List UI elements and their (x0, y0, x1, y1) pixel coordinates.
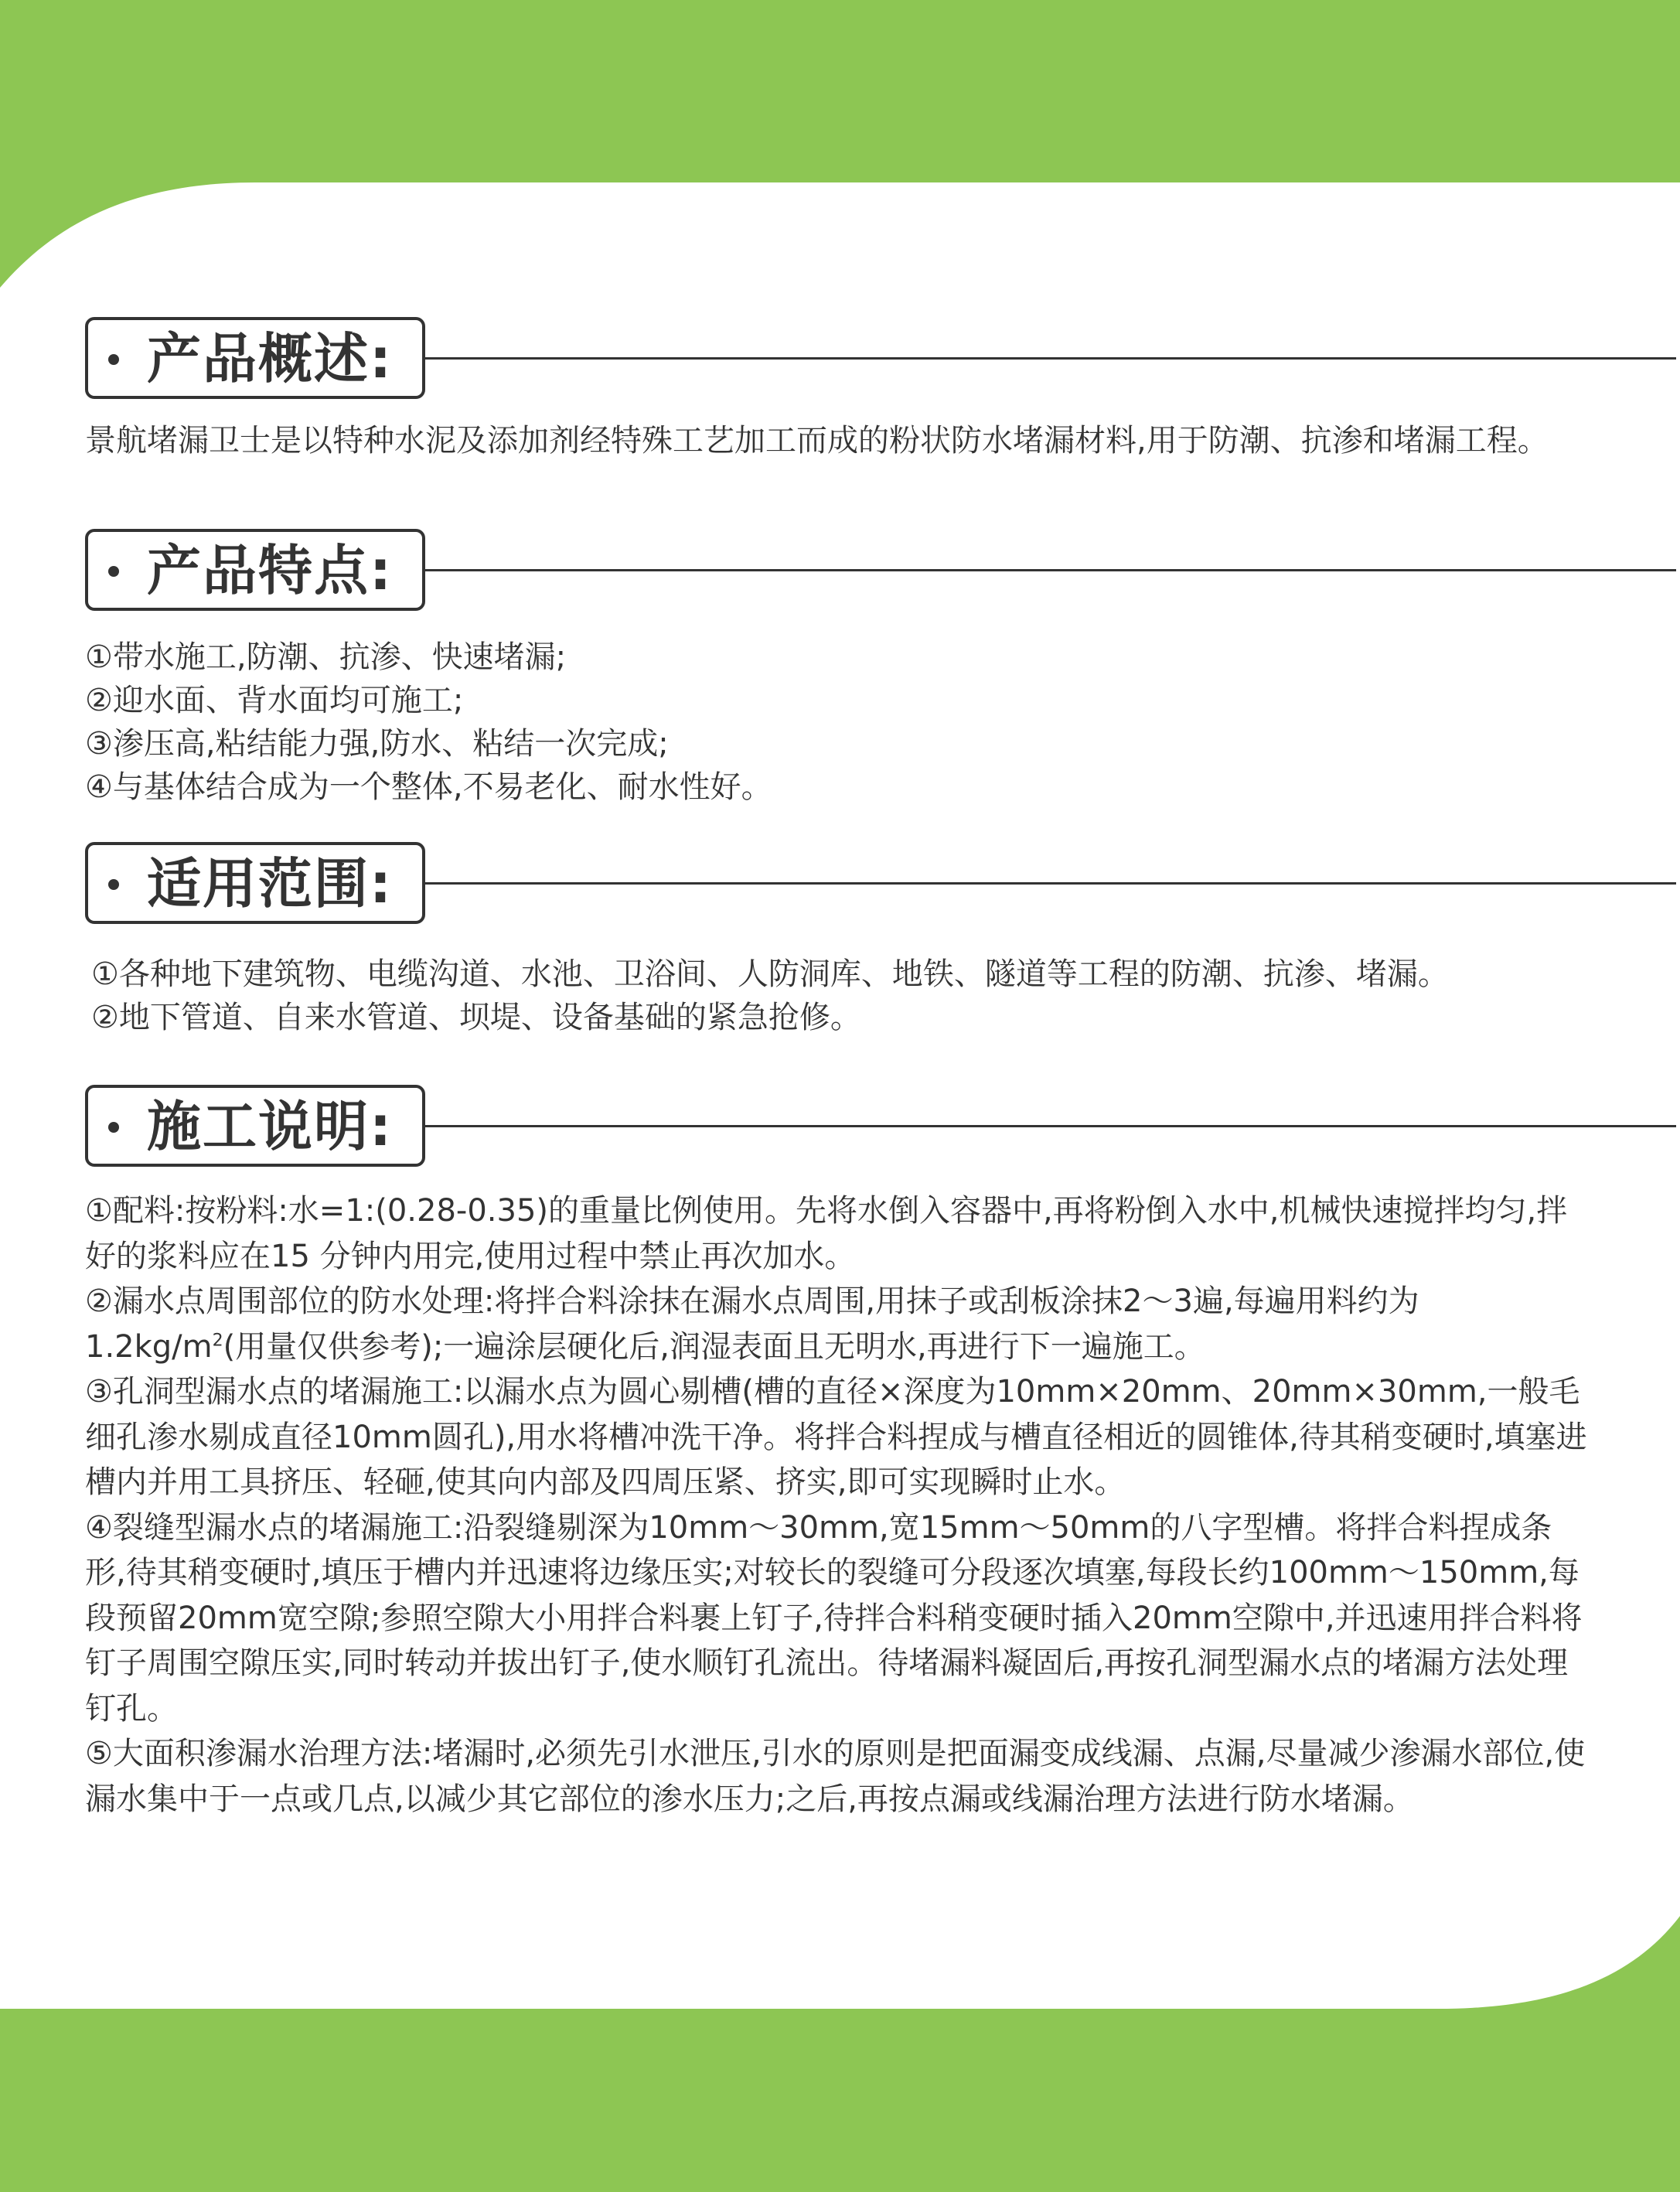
list-item: ①带水施工,防潮、抗渗、快速堵漏; (85, 639, 567, 675)
list-item: ②迎水面、背水面均可施工; (85, 683, 464, 718)
bullet-dot-icon (108, 354, 119, 365)
overview-text (85, 418, 1593, 463)
superscript: 2 (212, 1331, 223, 1351)
section-title-box (85, 1085, 425, 1167)
list-item-text: (用量仅供参考);一遍涂层硬化后,润湿表面且无明水,再进行下一遍施工。 (223, 1328, 1205, 1365)
section-title: 适用范围: (147, 852, 393, 915)
section-divider (425, 1125, 1676, 1127)
section-divider (425, 882, 1676, 885)
section-header-scope (85, 842, 1593, 929)
section-title-box (85, 317, 425, 399)
bullet-dot-icon (108, 566, 119, 577)
section-header-features (85, 529, 1593, 615)
list-item (85, 1279, 1593, 1369)
list-item: ④裂缝型漏水点的堵漏施工:沿裂缝剔深为10mm～30mm,宽15mm～50mm的八字型槽。将拌合料捏成条形,待其稍变硬时,填压于槽内并迅速将边缘压实;对较长的裂缝可分段逐次填塞,每段长约100mm～150mm,每段预留20mm宽空隙;参照空隙大小用拌合料裹上钉子,待拌合料稍变硬时插入20mm空隙中,并迅速用拌合料将钉子周围空隙压实,同时转动并拔出钉子,使水顺钉孔流出。待堵漏料凝固后,再按孔洞型漏水点的堵漏方法处理钉孔。 (85, 1509, 1583, 1727)
section-header-instructions (85, 1085, 1593, 1171)
bullet-dot-icon (108, 879, 119, 890)
section-title-box (85, 529, 425, 611)
list-item: ①各种地下建筑物、电缆沟道、水池、卫浴间、人防洞库、地铁、隧道等工程的防潮、抗渗、堵漏。 (91, 956, 1449, 992)
features-list (85, 636, 1593, 809)
list-item: ①配料:按粉料:水=1:(0.28-0.35)的重量比例使用。先将水倒入容器中,再将粉倒入水中,机械快速搅拌均匀,拌好的浆料应在15 分钟内用完,使用过程中禁止再次加水。 (85, 1193, 1568, 1274)
scope-list (91, 953, 1599, 1039)
list-item: ④与基体结合成为一个整体,不易老化、耐水性好。 (85, 769, 772, 805)
bullet-dot-icon (108, 1122, 119, 1133)
instructions-list (85, 1188, 1593, 1822)
section-title: 产品概述: (147, 327, 393, 390)
list-item: ③孔洞型漏水点的堵漏施工:以漏水点为圆心剔槽(槽的直径×深度为10mm×20mm、20mm×30mm,一般毛细孔渗水剔成直径10mm圆孔),用水将槽冲洗干净。将拌合料捏成与槽直径相近的圆锥体,待其稍变硬时,填塞进槽内并用工具挤压、轻砸,使其向内部及四周压紧、挤实,即可实现瞬时止水。 (85, 1374, 1587, 1500)
section-title: 产品特点: (147, 539, 393, 602)
section-title-box (85, 842, 425, 924)
list-item-text: ②漏水点周围部位的防水处理:将拌合料涂抹在漏水点周围,用抹子或刮板涂抹2～3遍,每遍用料约为1.2kg/m (85, 1283, 1419, 1365)
overview-paragraph: 景航堵漏卫士是以特种水泥及添加剂经特殊工艺加工而成的粉状防水堵漏材料,用于防潮、抗渗和堵漏工程。 (85, 423, 1549, 459)
list-item: ②地下管道、自来水管道、坝堤、设备基础的紧急抢修。 (91, 1000, 861, 1035)
section-divider (425, 357, 1676, 360)
list-item: ③渗压高,粘结能力强,防水、粘结一次完成; (85, 726, 669, 762)
section-header-overview (85, 317, 1593, 404)
list-item: ⑤大面积渗漏水治理方法:堵漏时,必须先引水泄压,引水的原则是把面漏变成线漏、点漏,尽量减少渗漏水部位,使漏水集中于一点或几点,以减少其它部位的渗水压力;之后,再按点漏或线漏治理方法进行防水堵漏。 (85, 1736, 1586, 1817)
section-divider (425, 569, 1676, 571)
section-title: 施工说明: (147, 1095, 393, 1158)
